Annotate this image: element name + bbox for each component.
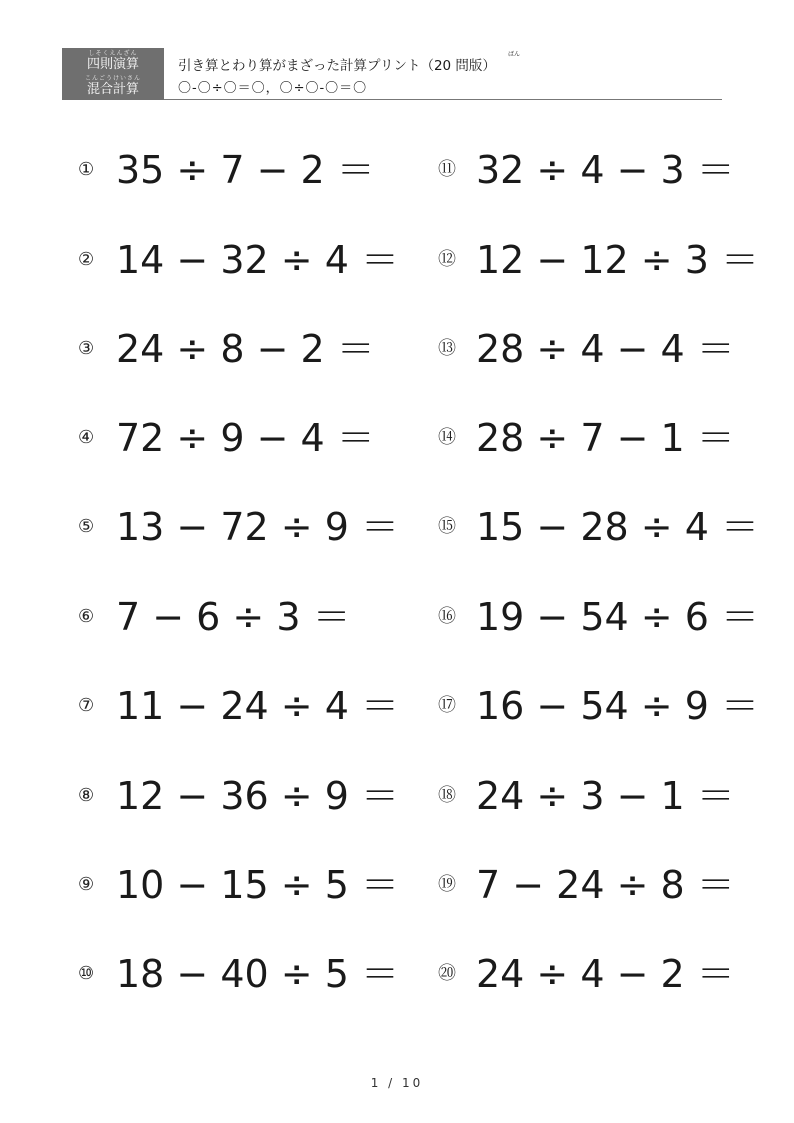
problem-expression: 19 − 54 ÷ 6 ＝ xyxy=(476,595,759,639)
problem-7 xyxy=(78,682,418,730)
problem-number: ① xyxy=(78,159,95,180)
problem-expression: 7 − 6 ÷ 3 ＝ xyxy=(116,595,351,639)
problem-17 xyxy=(438,682,778,730)
problem-number: ⑮ xyxy=(438,516,456,537)
problem-expression: 24 ÷ 3 − 1 ＝ xyxy=(476,774,735,818)
problem-11 xyxy=(438,146,778,194)
problem-number: ⑥ xyxy=(78,606,95,627)
problem-16 xyxy=(438,593,778,641)
page-number: 1 / 10 xyxy=(370,1076,424,1090)
header-divider xyxy=(164,99,722,100)
problem-expression: 24 ÷ 4 − 2 ＝ xyxy=(476,952,735,996)
title-ruby: ばん xyxy=(508,51,521,58)
problem-9 xyxy=(78,861,418,909)
problem-expression: 14 − 32 ÷ 4 ＝ xyxy=(116,238,399,282)
problem-number: ② xyxy=(78,249,95,270)
problem-number: ④ xyxy=(78,427,95,448)
problem-14 xyxy=(438,414,778,462)
problem-expression: 10 − 15 ÷ 5 ＝ xyxy=(116,863,399,907)
badge-label-bottom: 混合計算 xyxy=(86,82,139,97)
problem-number: ⑭ xyxy=(438,427,456,448)
problem-expression: 16 − 54 ÷ 9 ＝ xyxy=(476,684,759,728)
problem-number: ⑫ xyxy=(438,249,456,270)
problem-expression: 24 ÷ 8 − 2 ＝ xyxy=(116,327,375,371)
problem-expression: 28 ÷ 7 − 1 ＝ xyxy=(476,416,735,460)
badge-label-top: 四則演算 xyxy=(86,57,139,72)
problem-expression: 35 ÷ 7 − 2 ＝ xyxy=(116,148,375,192)
problem-expression: 7 − 24 ÷ 8 ＝ xyxy=(476,863,735,907)
problem-number: ⑯ xyxy=(438,606,456,627)
problem-number: ⑳ xyxy=(438,963,456,984)
problem-5 xyxy=(78,503,418,551)
category-badge xyxy=(62,48,164,100)
problem-18 xyxy=(438,772,778,820)
page-title: 引き算とわり算がまざった計算プリント（20 問版） xyxy=(178,58,496,74)
problem-number: ⑨ xyxy=(78,874,95,895)
problem-6 xyxy=(78,593,418,641)
problem-2 xyxy=(78,236,418,284)
problem-number: ③ xyxy=(78,338,95,359)
problem-number: ⑱ xyxy=(438,785,456,806)
problem-13 xyxy=(438,325,778,373)
problem-3 xyxy=(78,325,418,373)
problem-number: ⑬ xyxy=(438,338,456,359)
badge-ruby-top: しそくえんざん xyxy=(88,50,138,57)
problem-expression: 72 ÷ 9 − 4 ＝ xyxy=(116,416,375,460)
badge-ruby-bottom: こんごうけいさん xyxy=(84,75,141,82)
problem-number: ⑪ xyxy=(438,159,456,180)
problem-number: ⑩ xyxy=(78,963,95,984)
problem-pattern: 〇-〇÷〇＝〇，〇÷〇-〇＝〇 xyxy=(178,81,368,96)
worksheet-header xyxy=(62,48,722,100)
problem-1 xyxy=(78,146,418,194)
problem-expression: 12 − 12 ÷ 3 ＝ xyxy=(476,238,759,282)
problem-expression: 15 − 28 ÷ 4 ＝ xyxy=(476,505,759,549)
problem-4 xyxy=(78,414,418,462)
problem-19 xyxy=(438,861,778,909)
problem-number: ⑲ xyxy=(438,874,456,895)
problem-20 xyxy=(438,950,778,998)
problem-expression: 18 − 40 ÷ 5 ＝ xyxy=(116,952,399,996)
problem-12 xyxy=(438,236,778,284)
problem-8 xyxy=(78,772,418,820)
problem-number: ⑰ xyxy=(438,695,456,716)
problem-number: ⑦ xyxy=(78,695,95,716)
problem-expression: 11 − 24 ÷ 4 ＝ xyxy=(116,684,399,728)
problem-expression: 32 ÷ 4 − 3 ＝ xyxy=(476,148,735,192)
problem-expression: 28 ÷ 4 − 4 ＝ xyxy=(476,327,735,371)
problem-10 xyxy=(78,950,418,998)
problem-number: ⑤ xyxy=(78,516,95,537)
problem-expression: 13 − 72 ÷ 9 ＝ xyxy=(116,505,399,549)
problem-expression: 12 − 36 ÷ 9 ＝ xyxy=(116,774,399,818)
problem-15 xyxy=(438,503,778,551)
problem-number: ⑧ xyxy=(78,785,95,806)
